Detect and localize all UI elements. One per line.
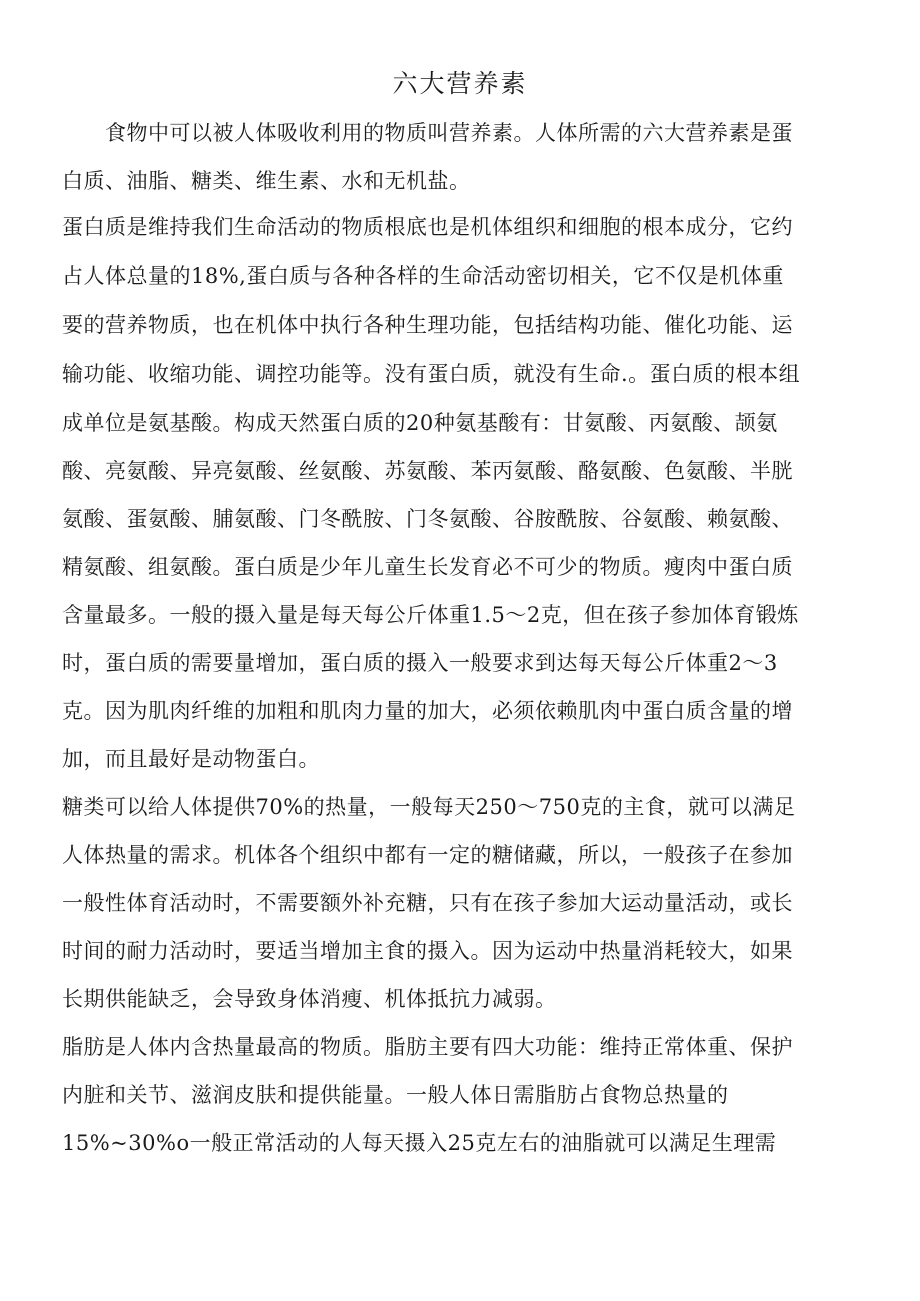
paragraph-line: 要的营养物质，也在机体中执行各种生理功能，包括结构功能、催化功能、运 xyxy=(62,313,793,337)
paragraph-line: 输功能、收缩功能、调控功能等。没有蛋白质，就没有生命.。蛋白质的根本组 xyxy=(62,362,801,386)
paragraph-line: 人体热量的需求。机体各个组织中都有一定的糖储藏，所以，一般孩子在参加 xyxy=(62,843,793,867)
paragraph-line: 含量最多。一般的摄入量是每天每公斤体重1.5〜2克，但在孩子参加体育锻炼 xyxy=(62,603,799,627)
paragraph-line: 占人体总量的18%,蛋白质与各种各样的生命活动密切相关，它不仅是机体重 xyxy=(62,264,784,288)
paragraph-line: 食物中可以被人体吸收利用的物质叫营养素。人体所需的六大营养素是蛋 xyxy=(62,121,793,145)
paragraph-line: 克。因为肌肉纤维的加粗和肌肉力量的加大，必须依赖肌肉中蛋白质含量的增 xyxy=(62,699,793,723)
paragraph-line: 脂肪是人体内含热量最高的物质。脂肪主要有四大功能：维持正常体重、保护 xyxy=(62,1035,793,1059)
paragraph-line: 时间的耐力活动时，要适当增加主食的摄入。因为运动中热量消耗较大，如果 xyxy=(62,939,793,963)
paragraph-line: 糖类可以给人体提供70%的热量，一般每天250〜750克的主食，就可以满足 xyxy=(62,795,796,819)
paragraph-line: 精氨酸、组氨酸。蛋白质是少年儿童生长发育必不可少的物质。瘦肉中蛋白质 xyxy=(62,555,793,579)
paragraph-line: 成单位是氨基酸。构成天然蛋白质的20种氨基酸有：甘氨酸、丙氨酸、颉氨 xyxy=(62,411,778,435)
paragraph-line: 15%~30%o一般正常活动的人每天摄入25克左右的油脂就可以满足生理需 xyxy=(62,1131,777,1155)
paragraph-line: 酸、亮氨酸、异亮氨酸、丝氨酸、苏氨酸、苯丙氨酸、酪氨酸、色氨酸、半胱 xyxy=(62,459,793,483)
paragraph-line: 蛋白质是维持我们生命活动的物质根底也是机体组织和细胞的根本成分，它约 xyxy=(62,215,793,239)
paragraph-line: 内脏和关节、滋润皮肤和提供能量。一般人体日需脂肪占食物总热量的 xyxy=(62,1083,729,1107)
document-title: 六大营养素 xyxy=(392,69,528,98)
paragraph-line: 白质、油脂、糖类、维生素、水和无机盐。 xyxy=(62,169,471,193)
paragraph-line: 一般性体育活动时，不需要额外补充糖，只有在孩子参加大运动量活动，或长 xyxy=(62,891,793,915)
paragraph-line: 加，而且最好是动物蛋白。 xyxy=(62,747,320,771)
paragraph-line: 时，蛋白质的需要量增加，蛋白质的摄入一般要求到达每天每公斤体重2〜3 xyxy=(62,651,778,675)
paragraph-line: 长期供能缺乏，会导致身体消瘦、机体抵抗力减弱。 xyxy=(62,987,557,1011)
paragraph-line: 氨酸、蛋氨酸、脯氨酸、门冬酰胺、门冬氨酸、谷胺酰胺、谷氨酸、赖氨酸、 xyxy=(62,507,793,531)
